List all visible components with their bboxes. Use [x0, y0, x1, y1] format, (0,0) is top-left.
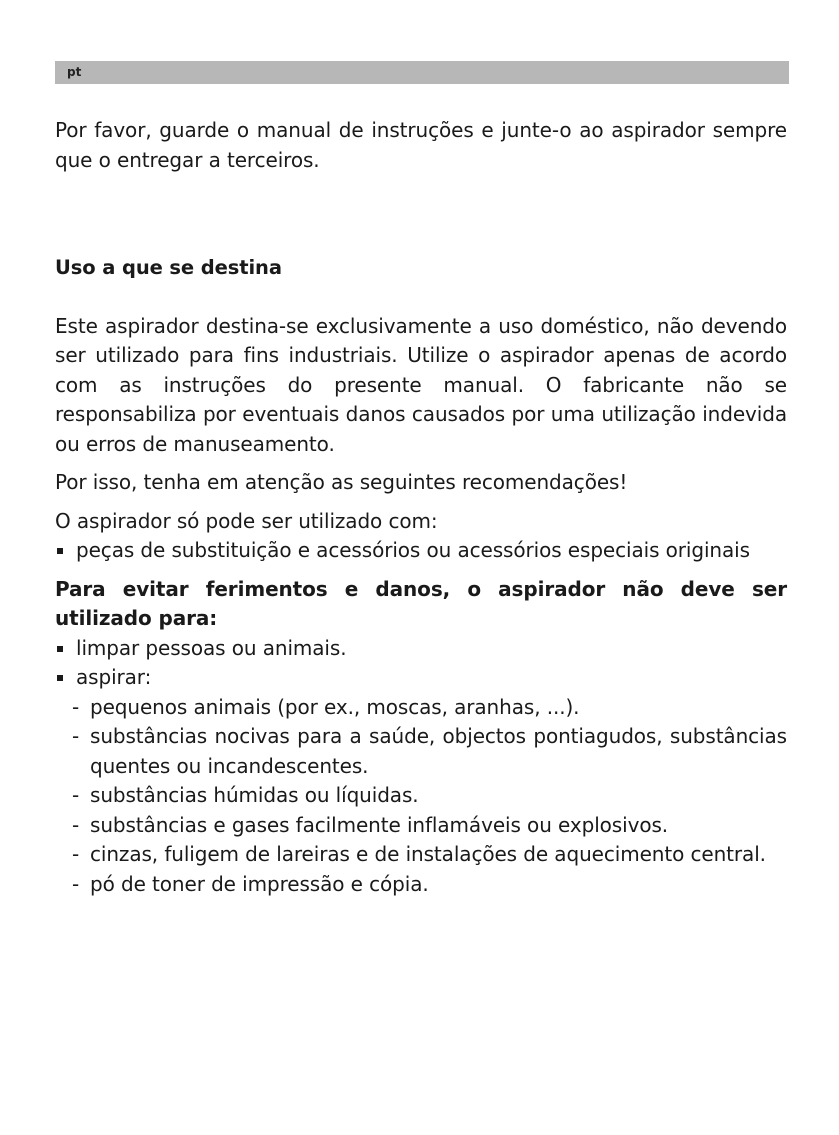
prohibited-uses-list	[55, 634, 787, 900]
accessories-list	[55, 536, 787, 566]
intended-use-paragraph: Este aspirador destina-se exclusivamente a uso doméstico, não devendo ser utilizado para fins industriais. Utilize o aspirador apenas de acordo com as instruções do presente manual. O fabricante não se responsabiliza por eventuais danos causados por uma utilização indevida ou erros de manuseamento.	[55, 313, 787, 456]
list-item: limpar pessoas ou animais.	[55, 634, 787, 664]
warning-paragraph: Para evitar ferimentos e danos, o aspirador não deve ser utilizado para:	[55, 576, 787, 630]
usage-condition-paragraph: O aspirador só pode ser utilizado com:	[55, 508, 438, 533]
section-heading: Uso a que se destina	[55, 256, 282, 279]
sub-list-item: - cinzas, fuligem de lareiras e de instalações de aquecimento central.	[64, 840, 787, 870]
sub-list-item: - pó de toner de impressão e cópia.	[64, 870, 787, 900]
sub-list-item: - substâncias húmidas ou líquidas.	[64, 781, 787, 811]
sub-list-item: - substâncias nocivas para a saúde, objectos pontiagudos, substâncias quentes ou incandescentes.	[64, 722, 787, 781]
language-header-bar	[55, 61, 789, 84]
list-item	[55, 663, 787, 899]
intro-paragraph: Por favor, guarde o manual de instruções e junte-o ao aspirador sempre que o entregar a terceiros.	[55, 118, 787, 172]
recommendations-paragraph: Por isso, tenha em atenção as seguintes recomendações!	[55, 470, 628, 494]
list-item-label: aspirar:	[76, 665, 152, 689]
manual-content	[55, 116, 787, 899]
list-item: peças de substituição e acessórios ou acessórios especiais originais	[55, 536, 787, 566]
language-code: pt	[67, 65, 82, 79]
sub-list-item: - pequenos animais (por ex., moscas, aranhas, ...).	[64, 693, 787, 723]
sub-list-item: - substâncias e gases facilmente inflamáveis ou explosivos.	[64, 811, 787, 841]
prohibited-materials-list	[64, 693, 787, 900]
